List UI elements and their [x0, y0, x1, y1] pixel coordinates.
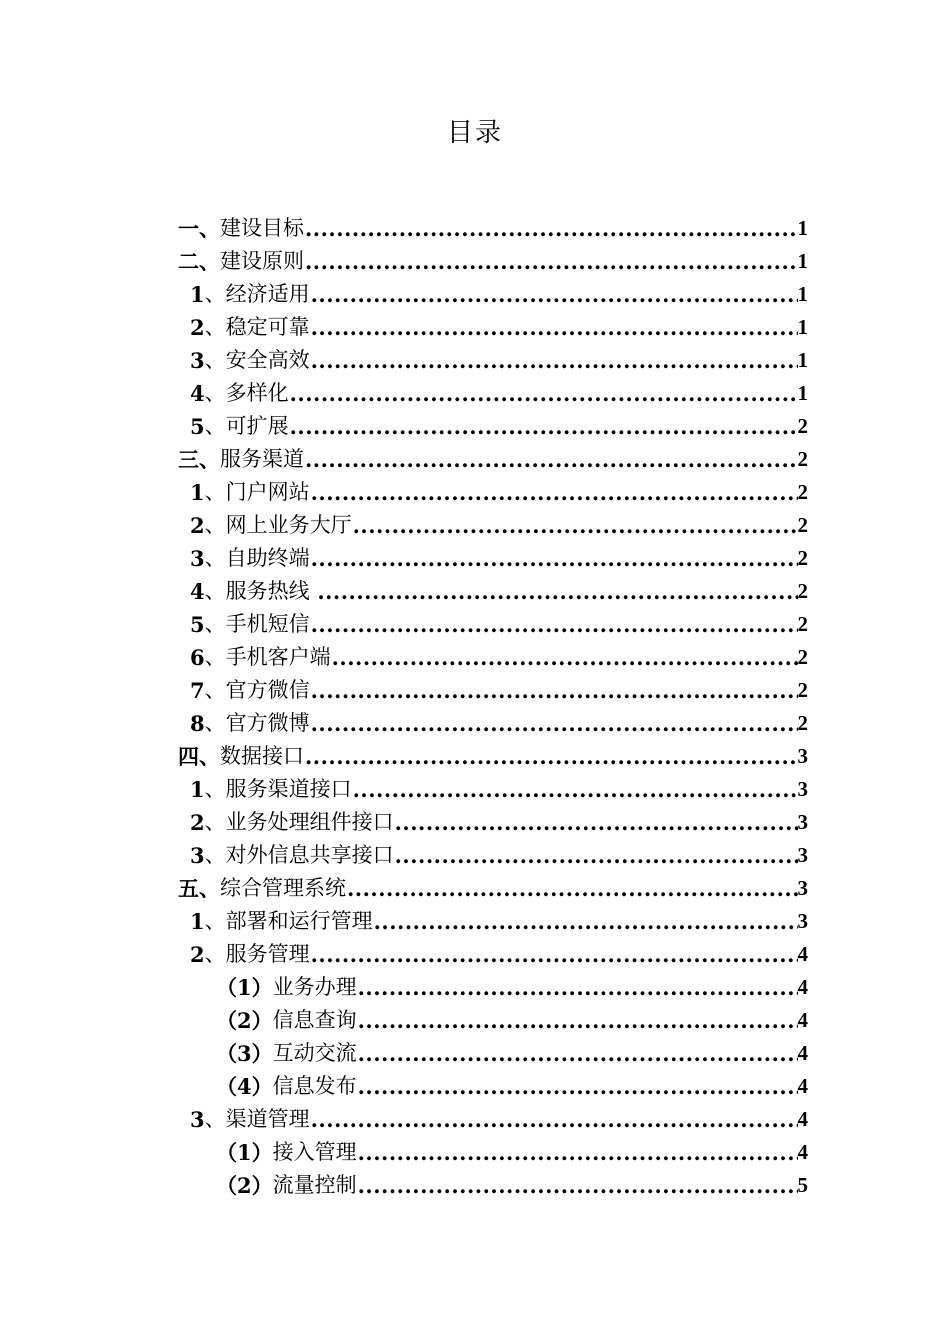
toc-entry-page-number: 1	[797, 381, 808, 405]
toc-entry-label: 稳定可靠	[225, 315, 310, 339]
toc-entry-page-number: 2	[797, 414, 808, 438]
toc-entry-number: 6	[190, 645, 205, 670]
toc-entry[interactable]	[178, 344, 808, 377]
toc-entry-number: （3）	[216, 1041, 273, 1066]
toc-entry-separator: 、	[204, 546, 226, 570]
toc-entry[interactable]	[178, 839, 808, 872]
dot-leader	[352, 509, 798, 542]
dot-leader	[310, 674, 798, 707]
toc-entry-page-number: 4	[797, 1140, 808, 1164]
toc-entry[interactable]	[178, 608, 808, 641]
toc-entry-label: 建设目标	[220, 216, 304, 240]
toc-entry-number: 7	[190, 678, 205, 703]
dot-leader	[304, 245, 798, 278]
dot-leader	[394, 806, 798, 839]
toc-entry[interactable]	[178, 938, 808, 971]
toc-entry-label: 流量控制	[272, 1173, 357, 1197]
toc-entry[interactable]	[178, 740, 808, 773]
dot-leader	[373, 905, 798, 938]
toc-entry-number: 1	[190, 480, 205, 505]
toc-entry-label: 网上业务大厅	[225, 513, 352, 537]
toc-entry-page-number: 2	[797, 645, 808, 669]
toc-entry-page-number: 3	[797, 909, 808, 933]
toc-entry-number: 3	[190, 1107, 205, 1132]
toc-entry-separator: 、	[204, 381, 226, 405]
dot-leader	[310, 311, 798, 344]
toc-entry-label: 经济适用	[225, 282, 310, 306]
table-of-contents	[178, 212, 808, 1202]
toc-entry-page-number: 1	[797, 249, 808, 273]
dot-leader	[357, 1070, 798, 1103]
toc-entry-page-number: 2	[797, 612, 808, 636]
toc-entry-separator: 、	[204, 843, 226, 867]
toc-entry-label: 官方微博	[225, 711, 310, 735]
toc-entry-separator: 、	[204, 513, 226, 537]
toc-entry[interactable]	[178, 278, 808, 311]
dot-leader	[310, 476, 798, 509]
dot-leader	[331, 641, 798, 674]
toc-entry-label: 服务渠道	[220, 447, 304, 471]
toc-entry[interactable]	[178, 509, 808, 542]
toc-entry-number: （1）	[216, 1140, 273, 1165]
toc-entry-label: 数据接口	[220, 744, 304, 768]
dot-leader	[352, 773, 798, 806]
toc-entry[interactable]	[178, 542, 808, 575]
dot-leader	[310, 542, 798, 575]
toc-entry-separator: 、	[204, 645, 226, 669]
toc-entry-label: 互动交流	[272, 1041, 357, 1065]
toc-entry[interactable]	[178, 476, 808, 509]
toc-entry-page-number: 3	[797, 810, 808, 834]
toc-entry-number: 一、	[178, 216, 220, 241]
toc-entry[interactable]	[178, 1037, 808, 1070]
toc-entry-number: 2	[190, 942, 205, 967]
toc-entry-label: 建设原则	[220, 249, 304, 273]
toc-entry-page-number: 4	[797, 1008, 808, 1032]
dot-leader	[316, 575, 797, 608]
toc-entry[interactable]	[178, 971, 808, 1004]
toc-entry-label: 信息查询	[272, 1008, 357, 1032]
dot-leader	[394, 839, 798, 872]
dot-leader	[304, 443, 798, 476]
toc-entry-page-number: 4	[797, 975, 808, 999]
dot-leader	[304, 740, 798, 773]
toc-entry-label: 综合管理系统	[220, 876, 346, 900]
toc-entry-page-number: 3	[797, 777, 808, 801]
dot-leader	[310, 278, 798, 311]
toc-entry-page-number: 4	[797, 1107, 808, 1131]
toc-entry-separator: 、	[204, 942, 226, 966]
toc-entry-page-number: 1	[797, 348, 808, 372]
toc-entry-number: 4	[190, 579, 205, 604]
toc-entry[interactable]	[178, 872, 808, 905]
toc-entry[interactable]	[178, 1070, 808, 1103]
toc-entry-label: 服务管理	[225, 942, 310, 966]
dot-leader	[310, 1103, 798, 1136]
toc-entry-number: 5	[190, 414, 205, 439]
toc-entry-label: 手机客户端	[225, 645, 331, 669]
toc-entry-label: 官方微信	[225, 678, 310, 702]
toc-entry-label: 部署和运行管理	[225, 909, 373, 933]
toc-entry-page-number: 3	[797, 843, 808, 867]
dot-leader	[304, 212, 798, 245]
toc-entry-separator: 、	[204, 282, 226, 306]
toc-entry-page-number: 4	[797, 942, 808, 966]
toc-entry-label: 多样化	[225, 381, 289, 405]
toc-entry-separator: 、	[204, 579, 226, 603]
dot-leader	[310, 344, 798, 377]
dot-leader	[357, 1169, 798, 1202]
toc-entry[interactable]	[178, 707, 808, 740]
toc-entry-page-number: 4	[797, 1074, 808, 1098]
toc-entry-number: 1	[190, 909, 205, 934]
toc-entry-number: 8	[190, 711, 205, 736]
toc-entry-separator: 、	[204, 480, 226, 504]
toc-entry[interactable]	[178, 212, 808, 245]
toc-entry-label: 对外信息共享接口	[225, 843, 394, 867]
toc-entry[interactable]	[178, 773, 808, 806]
dot-leader	[357, 1037, 798, 1070]
toc-entry-page-number: 2	[797, 480, 808, 504]
toc-entry-number: （2）	[216, 1008, 273, 1033]
toc-entry[interactable]	[178, 245, 808, 278]
toc-entry-label: 服务热线	[225, 579, 317, 603]
toc-title: 目录	[446, 118, 503, 148]
toc-entry[interactable]	[178, 1169, 808, 1202]
toc-entry-label: 信息发布	[272, 1074, 357, 1098]
toc-entry-page-number: 2	[797, 546, 808, 570]
toc-entry-number: 四、	[178, 744, 220, 769]
toc-entry-label: 业务处理组件接口	[225, 810, 394, 834]
toc-entry[interactable]	[178, 674, 808, 707]
dot-leader	[357, 1136, 798, 1169]
toc-entry-label: 业务办理	[272, 975, 357, 999]
toc-entry-number: 三、	[178, 447, 220, 472]
toc-entry-number: （2）	[216, 1173, 273, 1198]
toc-entry-separator: 、	[204, 315, 226, 339]
toc-entry-separator: 、	[204, 909, 226, 933]
toc-entry-separator: 、	[204, 810, 226, 834]
toc-entry[interactable]	[178, 311, 808, 344]
dot-leader	[310, 938, 798, 971]
toc-entry[interactable]	[178, 575, 808, 608]
dot-leader	[346, 872, 798, 905]
toc-entry[interactable]	[178, 443, 808, 476]
toc-entry-page-number: 2	[797, 579, 808, 603]
toc-entry-number: （4）	[216, 1074, 273, 1099]
dot-leader	[310, 707, 798, 740]
toc-entry[interactable]	[178, 641, 808, 674]
toc-entry-page-number: 3	[797, 744, 808, 768]
toc-entry-page-number: 3	[797, 876, 808, 900]
toc-entry-label: 可扩展	[225, 414, 289, 438]
toc-entry-number: 3	[190, 348, 205, 373]
toc-entry-page-number: 2	[797, 711, 808, 735]
toc-entry-separator: 、	[204, 348, 226, 372]
dot-leader	[310, 608, 798, 641]
dot-leader	[357, 971, 798, 1004]
toc-entry-label: 接入管理	[272, 1140, 357, 1164]
toc-entry-label: 安全高效	[225, 348, 310, 372]
toc-entry-separator: 、	[204, 711, 226, 735]
toc-entry-separator: 、	[204, 678, 226, 702]
toc-entry-label: 门户网站	[225, 480, 310, 504]
toc-entry-separator: 、	[204, 414, 226, 438]
dot-leader	[357, 1004, 798, 1037]
toc-entry-number: 4	[190, 381, 205, 406]
toc-entry[interactable]	[178, 905, 808, 938]
toc-entry[interactable]	[178, 1136, 808, 1169]
toc-entry-separator: 、	[204, 777, 226, 801]
toc-entry[interactable]	[178, 1004, 808, 1037]
toc-entry-page-number: 1	[797, 216, 808, 240]
toc-entry-number: 2	[190, 315, 205, 340]
toc-entry[interactable]	[178, 1103, 808, 1136]
toc-entry-label: 渠道管理	[225, 1107, 310, 1131]
toc-entry-page-number: 2	[797, 678, 808, 702]
toc-entry-separator: 、	[204, 1107, 226, 1131]
toc-entry-label: 手机短信	[225, 612, 310, 636]
toc-entry-page-number: 5	[797, 1173, 808, 1197]
dot-leader	[289, 377, 798, 410]
toc-entry-page-number: 4	[797, 1041, 808, 1065]
toc-entry[interactable]	[178, 377, 808, 410]
toc-entry-number: 1	[190, 282, 205, 307]
toc-entry-number: 二、	[178, 249, 220, 274]
toc-entry[interactable]	[178, 806, 808, 839]
toc-entry-number: 1	[190, 777, 205, 802]
toc-entry-number: 3	[190, 546, 205, 571]
toc-entry-number: 3	[190, 843, 205, 868]
toc-entry-number: （1）	[216, 975, 273, 1000]
toc-entry-number: 2	[190, 513, 205, 538]
toc-entry-label: 自助终端	[225, 546, 310, 570]
toc-entry-page-number: 2	[797, 447, 808, 471]
toc-entry-number: 5	[190, 612, 205, 637]
toc-entry-page-number: 1	[797, 282, 808, 306]
dot-leader	[289, 410, 798, 443]
toc-entry-number: 五、	[178, 876, 220, 901]
toc-entry-number: 2	[190, 810, 205, 835]
toc-entry-page-number: 1	[797, 315, 808, 339]
toc-entry-separator: 、	[204, 612, 226, 636]
toc-entry-label: 服务渠道接口	[225, 777, 352, 801]
toc-entry-page-number: 2	[797, 513, 808, 537]
toc-entry[interactable]	[178, 410, 808, 443]
